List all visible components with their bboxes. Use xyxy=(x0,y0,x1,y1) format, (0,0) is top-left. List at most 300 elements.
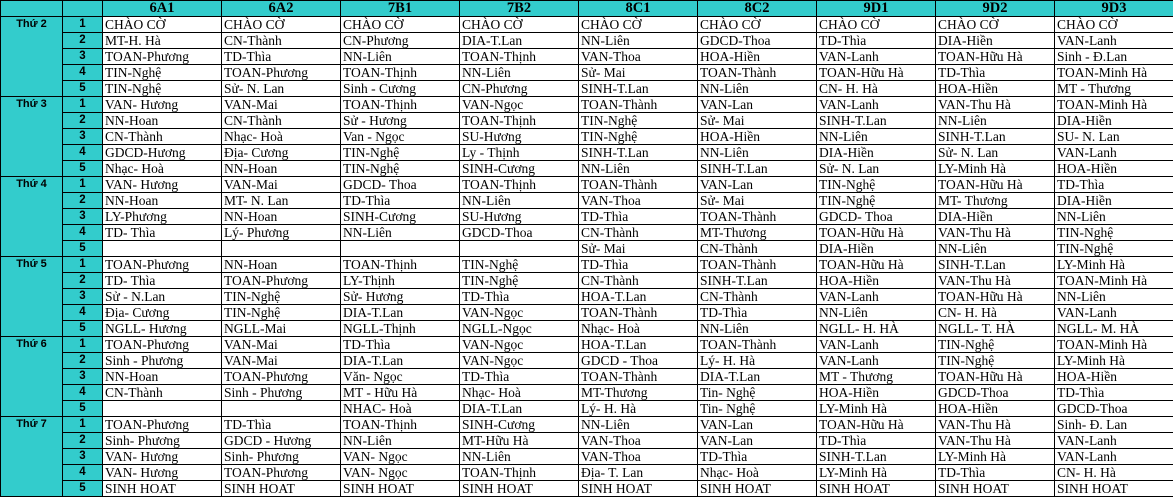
lesson-cell[interactable]: CHÀO CỜ xyxy=(579,17,698,33)
lesson-cell[interactable]: SINH-T.Lan xyxy=(579,145,698,161)
table-row xyxy=(1,369,1173,385)
lesson-cell[interactable]: SINH HOAT xyxy=(1055,481,1173,497)
class-header-7b2: 7B2 xyxy=(460,1,579,17)
lesson-cell[interactable]: Nhạc- Hoà xyxy=(698,465,817,481)
lesson-cell[interactable]: VAN-Ngọc xyxy=(460,305,579,321)
lesson-cell[interactable]: VAN-Lan xyxy=(698,97,817,113)
lesson-cell[interactable]: TOAN-Hữu Hà xyxy=(936,177,1055,193)
lesson-cell[interactable]: VAN-Ngọc xyxy=(460,97,579,113)
lesson-cell[interactable]: MT-Thương xyxy=(579,385,698,401)
lesson-cell[interactable]: VAN-Mai xyxy=(222,337,341,353)
lesson-cell[interactable]: Lý- H. Hà xyxy=(698,353,817,369)
lesson-cell[interactable]: VAN-Thoa xyxy=(579,49,698,65)
lesson-cell[interactable]: NN-Liên xyxy=(341,225,460,241)
lesson-cell[interactable]: SU-Hương xyxy=(460,209,579,225)
lesson-cell[interactable]: NN-Liên xyxy=(1055,209,1173,225)
lesson-cell[interactable]: SINH HOAT xyxy=(936,481,1055,497)
lesson-cell[interactable]: TD-Thìa xyxy=(222,417,341,433)
lesson-cell[interactable]: SINH HOAT xyxy=(103,481,222,497)
lesson-cell[interactable]: CN- H. Hà xyxy=(817,81,936,97)
lesson-cell[interactable]: CN-Phương xyxy=(460,81,579,97)
lesson-cell[interactable]: TOAN-Minh Hà xyxy=(1055,97,1173,113)
lesson-cell[interactable]: NN-Liên xyxy=(936,113,1055,129)
lesson-cell[interactable]: Nhạc- Hoà xyxy=(460,385,579,401)
header-row xyxy=(1,1,1173,17)
lesson-cell[interactable]: DIA-Hiền xyxy=(1055,113,1173,129)
lesson-cell[interactable]: VAN-Thoa xyxy=(579,193,698,209)
lesson-cell[interactable]: TIN-Nghệ xyxy=(103,65,222,81)
lesson-cell[interactable]: TD-Thìa xyxy=(222,49,341,65)
lesson-cell[interactable]: CN-Thành xyxy=(579,273,698,289)
lesson-cell[interactable]: TOAN-Phương xyxy=(103,49,222,65)
lesson-cell[interactable]: NN-Liên xyxy=(460,449,579,465)
lesson-cell[interactable]: NN-Hoan xyxy=(103,369,222,385)
lesson-cell[interactable] xyxy=(103,241,222,257)
lesson-cell[interactable]: DIA-Hiền xyxy=(817,145,936,161)
lesson-cell[interactable]: TOAN-Hữu Hà xyxy=(817,65,936,81)
lesson-cell[interactable]: CHÀO CỜ xyxy=(1055,17,1173,33)
period-number: 5 xyxy=(63,81,103,97)
lesson-cell[interactable]: NN-Liên xyxy=(698,145,817,161)
lesson-cell[interactable]: TOAN-Hữu Hà xyxy=(936,369,1055,385)
lesson-cell[interactable]: TD-Thìa xyxy=(817,33,936,49)
lesson-cell[interactable]: VAN-Lanh xyxy=(817,337,936,353)
lesson-cell[interactable]: TD-Thìa xyxy=(579,257,698,273)
lesson-cell[interactable]: VAN-Lanh xyxy=(817,289,936,305)
lesson-cell[interactable]: VAN-Lanh xyxy=(1055,433,1173,449)
lesson-cell[interactable]: VAN-Ngọc xyxy=(460,353,579,369)
lesson-cell[interactable]: Sử - Hương xyxy=(341,113,460,129)
lesson-cell[interactable]: SINH-T.Lan xyxy=(698,273,817,289)
lesson-cell[interactable]: Sinh - Phương xyxy=(222,385,341,401)
lesson-cell[interactable]: TD- Thìa xyxy=(103,225,222,241)
lesson-cell[interactable]: VAN-Lanh xyxy=(817,353,936,369)
lesson-cell[interactable]: Sinh- Phương xyxy=(222,449,341,465)
lesson-cell[interactable]: NN-Liên xyxy=(698,81,817,97)
lesson-cell[interactable]: LY-Phương xyxy=(103,209,222,225)
lesson-cell[interactable]: TIN-Nghệ xyxy=(341,161,460,177)
lesson-cell[interactable]: HOA-Hiền xyxy=(1055,161,1173,177)
lesson-cell[interactable]: Tin- Nghệ xyxy=(698,385,817,401)
lesson-cell[interactable]: TIN-Nghệ xyxy=(341,145,460,161)
lesson-cell[interactable]: NN-Liên xyxy=(579,161,698,177)
period-number: 3 xyxy=(63,369,103,385)
period-number: 3 xyxy=(63,129,103,145)
lesson-cell[interactable]: TOAN-Thịnh xyxy=(460,113,579,129)
lesson-cell[interactable]: HOA-Hiền xyxy=(817,385,936,401)
lesson-cell[interactable] xyxy=(341,241,460,257)
lesson-cell[interactable]: TOAN-Phương xyxy=(222,465,341,481)
lesson-cell[interactable]: Sử - N.Lan xyxy=(103,289,222,305)
lesson-cell[interactable]: MT - Thương xyxy=(817,369,936,385)
lesson-cell[interactable]: CN-Thành xyxy=(222,113,341,129)
lesson-cell[interactable]: DIA-T.Lan xyxy=(698,369,817,385)
lesson-cell[interactable]: GDCD-Hương xyxy=(103,145,222,161)
lesson-cell[interactable]: GDCD- Thoa xyxy=(341,177,460,193)
lesson-cell[interactable]: MT-H. Hà xyxy=(103,33,222,49)
lesson-cell[interactable]: TIN-Nghệ xyxy=(1055,225,1173,241)
lesson-cell[interactable]: SU-Hương xyxy=(460,129,579,145)
lesson-cell[interactable]: VAN-Mai xyxy=(222,97,341,113)
lesson-cell[interactable]: SINH-Cương xyxy=(341,209,460,225)
lesson-cell[interactable]: Nhạc- Hoà xyxy=(103,161,222,177)
lesson-cell[interactable]: TIN-Nghệ xyxy=(579,129,698,145)
lesson-cell[interactable]: GDCD - Hương xyxy=(222,433,341,449)
lesson-cell[interactable]: NGLL-Mai xyxy=(222,321,341,337)
lesson-cell[interactable]: TD-Thìa xyxy=(341,337,460,353)
lesson-cell[interactable]: LY-Thịnh xyxy=(341,273,460,289)
day-label: Thứ 4 xyxy=(1,177,63,193)
lesson-cell[interactable]: VAN-Lanh xyxy=(1055,145,1173,161)
lesson-cell[interactable]: NN-Liên xyxy=(1055,289,1173,305)
lesson-cell[interactable]: CHÀO CỜ xyxy=(341,17,460,33)
lesson-cell[interactable]: VAN-Thu Hà xyxy=(936,225,1055,241)
lesson-cell[interactable]: Ly - Thịnh xyxy=(460,145,579,161)
lesson-cell[interactable]: TIN-Nghệ xyxy=(460,273,579,289)
lesson-cell[interactable]: TOAN-Thịnh xyxy=(341,65,460,81)
lesson-cell[interactable]: TOAN-Thành xyxy=(698,209,817,225)
lesson-cell[interactable]: DIA-T.Lan xyxy=(460,33,579,49)
lesson-cell[interactable]: VAN- Hương xyxy=(103,177,222,193)
lesson-cell[interactable]: TOAN-Thịnh xyxy=(460,177,579,193)
lesson-cell[interactable]: TIN-Nghệ xyxy=(817,193,936,209)
lesson-cell[interactable]: DIA-Hiền xyxy=(1055,193,1173,209)
lesson-cell[interactable]: SINH-Cương xyxy=(460,417,579,433)
lesson-cell[interactable]: Địa- Cương xyxy=(222,145,341,161)
lesson-cell[interactable]: TOAN-Phương xyxy=(222,273,341,289)
lesson-cell[interactable]: NHAC- Hoà xyxy=(341,401,460,417)
lesson-cell[interactable]: TOAN-Hữu Hà xyxy=(936,289,1055,305)
lesson-cell[interactable]: Lý- Phương xyxy=(222,225,341,241)
lesson-cell[interactable]: Tin- Nghệ xyxy=(698,401,817,417)
lesson-cell[interactable]: GDCD-Thoa xyxy=(1055,401,1173,417)
period-number: 5 xyxy=(63,161,103,177)
lesson-cell[interactable]: TOAN-Thành xyxy=(579,177,698,193)
lesson-cell[interactable]: TIN-Nghệ xyxy=(579,113,698,129)
lesson-cell[interactable]: TD-Thìa xyxy=(341,193,460,209)
lesson-cell[interactable]: TOAN-Phương xyxy=(222,65,341,81)
lesson-cell[interactable]: VAN-Lan xyxy=(698,177,817,193)
lesson-cell[interactable]: NN-Hoan xyxy=(222,161,341,177)
table-row xyxy=(1,481,1173,497)
lesson-cell[interactable]: SINH HOAT xyxy=(341,481,460,497)
lesson-cell[interactable]: TIN-Nghệ xyxy=(936,337,1055,353)
lesson-cell[interactable]: CN- H. Hà xyxy=(936,305,1055,321)
lesson-cell[interactable]: TOAN-Thịnh xyxy=(341,97,460,113)
class-header-6a2: 6A2 xyxy=(222,1,341,17)
lesson-cell[interactable]: DIA-T.Lan xyxy=(341,353,460,369)
lesson-cell[interactable]: TD-Thìa xyxy=(817,433,936,449)
lesson-cell[interactable]: HOA-Hiền xyxy=(698,49,817,65)
lesson-cell[interactable]: TD-Thìa xyxy=(698,449,817,465)
lesson-cell[interactable]: TD-Thìa xyxy=(460,289,579,305)
lesson-cell[interactable]: HOA-T.Lan xyxy=(579,337,698,353)
lesson-cell[interactable]: Sử- N. Lan xyxy=(817,161,936,177)
lesson-cell[interactable]: TD-Thìa xyxy=(1055,385,1173,401)
lesson-cell[interactable]: TOAN-Hữu Hà xyxy=(817,225,936,241)
lesson-cell[interactable]: CN-Thành xyxy=(103,129,222,145)
lesson-cell[interactable]: MT- Thương xyxy=(936,193,1055,209)
lesson-cell[interactable]: CHÀO CỜ xyxy=(222,17,341,33)
lesson-cell[interactable]: TIN-Nghệ xyxy=(1055,241,1173,257)
lesson-cell[interactable]: GDCD-Thoa xyxy=(698,33,817,49)
lesson-cell[interactable] xyxy=(103,401,222,417)
lesson-cell[interactable]: Sinh - Phương xyxy=(103,353,222,369)
lesson-cell[interactable]: TIN-Nghệ xyxy=(460,257,579,273)
lesson-cell[interactable]: TOAN-Hữu Hà xyxy=(817,417,936,433)
lesson-cell[interactable]: GDCD-Thoa xyxy=(936,385,1055,401)
lesson-cell[interactable]: SINH-T.Lan xyxy=(698,161,817,177)
lesson-cell[interactable]: Sử- Mai xyxy=(579,241,698,257)
lesson-cell[interactable]: VAN-Lan xyxy=(698,417,817,433)
lesson-cell[interactable]: SINH-T.Lan xyxy=(817,449,936,465)
day-label-spacer xyxy=(1,193,63,209)
lesson-cell[interactable]: TIN-Nghệ xyxy=(817,177,936,193)
lesson-cell[interactable]: HOA-Hiền xyxy=(698,129,817,145)
lesson-cell[interactable]: NN-Liên xyxy=(817,129,936,145)
lesson-cell[interactable]: TOAN-Minh Hà xyxy=(1055,65,1173,81)
lesson-cell[interactable]: MT- N. Lan xyxy=(222,193,341,209)
class-header-8c1: 8C1 xyxy=(579,1,698,17)
period-number: 3 xyxy=(63,209,103,225)
lesson-cell[interactable]: Sử- Hương xyxy=(341,289,460,305)
lesson-cell[interactable]: SINH HOAT xyxy=(460,481,579,497)
lesson-cell[interactable]: MT - Thương xyxy=(1055,81,1173,97)
lesson-cell[interactable]: VAN-Ngọc xyxy=(460,337,579,353)
lesson-cell[interactable]: VAN-Lan xyxy=(698,433,817,449)
lesson-cell[interactable]: TD-Thìa xyxy=(1055,177,1173,193)
lesson-cell[interactable]: CHÀO CỜ xyxy=(936,17,1055,33)
lesson-cell[interactable]: CHÀO CỜ xyxy=(698,17,817,33)
period-number: 4 xyxy=(63,385,103,401)
day-label-spacer xyxy=(1,81,63,97)
lesson-cell[interactable]: GDCD-Thoa xyxy=(460,225,579,241)
lesson-cell[interactable]: TOAN-Phương xyxy=(103,417,222,433)
lesson-cell[interactable]: LY-Minh Hà xyxy=(936,161,1055,177)
lesson-cell[interactable]: VAN-Lanh xyxy=(817,49,936,65)
lesson-cell[interactable]: TOAN-Phương xyxy=(103,257,222,273)
lesson-cell[interactable]: DIA-Hiền xyxy=(936,33,1055,49)
lesson-cell[interactable]: SINH HOAT xyxy=(579,481,698,497)
timetable-header xyxy=(1,1,1173,17)
lesson-cell[interactable]: SINH-T.Lan xyxy=(579,81,698,97)
lesson-cell[interactable]: LY-Minh Hà xyxy=(1055,257,1173,273)
lesson-cell[interactable]: Sinh - Cương xyxy=(341,81,460,97)
lesson-cell[interactable]: TIN-Nghệ xyxy=(936,353,1055,369)
lesson-cell[interactable]: TOAN-Thịnh xyxy=(341,417,460,433)
lesson-cell[interactable]: Sử- Mai xyxy=(698,113,817,129)
lesson-cell[interactable]: NGLL- Hương xyxy=(103,321,222,337)
lesson-cell[interactable]: NGLL-Thịnh xyxy=(341,321,460,337)
lesson-cell[interactable]: TOAN-Thành xyxy=(698,337,817,353)
lesson-cell[interactable]: NN-Liên xyxy=(817,305,936,321)
lesson-cell[interactable]: Sử- N. Lan xyxy=(936,145,1055,161)
lesson-cell[interactable]: TOAN-Thành xyxy=(579,305,698,321)
lesson-cell[interactable]: HOA-Hiền xyxy=(817,273,936,289)
lesson-cell[interactable]: CHÀO CỜ xyxy=(103,17,222,33)
lesson-cell[interactable]: NN-Hoan xyxy=(103,113,222,129)
table-row xyxy=(1,97,1173,113)
lesson-cell[interactable]: Sử- Mai xyxy=(698,193,817,209)
period-number: 5 xyxy=(63,401,103,417)
lesson-cell[interactable]: SINH-Cương xyxy=(460,161,579,177)
lesson-cell[interactable]: Sử- Mai xyxy=(579,65,698,81)
lesson-cell[interactable]: LY-Minh Hà xyxy=(936,449,1055,465)
lesson-cell[interactable]: NN-Hoan xyxy=(222,209,341,225)
table-row xyxy=(1,257,1173,273)
period-number: 3 xyxy=(63,49,103,65)
lesson-cell[interactable]: NN-Liên xyxy=(341,49,460,65)
lesson-cell[interactable]: GDCD - Thoa xyxy=(579,353,698,369)
class-header-8c2: 8C2 xyxy=(698,1,817,17)
lesson-cell[interactable]: TOAN-Phương xyxy=(222,369,341,385)
period-number: 4 xyxy=(63,465,103,481)
lesson-cell[interactable]: Van - Ngọc xyxy=(341,129,460,145)
lesson-cell[interactable]: CN-Thành xyxy=(222,33,341,49)
lesson-cell[interactable]: VAN-Thu Hà xyxy=(936,273,1055,289)
lesson-cell[interactable]: SINH-T.Lan xyxy=(817,113,936,129)
lesson-cell[interactable]: CHÀO CỜ xyxy=(817,17,936,33)
lesson-cell[interactable]: Nhạc- Hoà xyxy=(222,129,341,145)
lesson-cell[interactable]: CN-Thành xyxy=(103,385,222,401)
lesson-cell[interactable]: Sử- N. Lan xyxy=(222,81,341,97)
lesson-cell[interactable]: NN-Liên xyxy=(341,433,460,449)
lesson-cell[interactable]: Sinh - Đ.Lan xyxy=(1055,49,1173,65)
lesson-cell[interactable]: VAN-Lanh xyxy=(817,97,936,113)
lesson-cell[interactable]: CN-Thành xyxy=(698,241,817,257)
lesson-cell[interactable]: Văn- Ngọc xyxy=(341,369,460,385)
lesson-cell[interactable]: DIA-T.Lan xyxy=(460,401,579,417)
lesson-cell[interactable]: CN-Phương xyxy=(341,33,460,49)
lesson-cell[interactable]: VAN-Thu Hà xyxy=(936,417,1055,433)
lesson-cell[interactable]: HOA-Hiền xyxy=(936,81,1055,97)
lesson-cell[interactable]: NN-Hoan xyxy=(222,257,341,273)
lesson-cell[interactable]: SINH HOAT xyxy=(817,481,936,497)
lesson-cell[interactable]: Địa- T. Lan xyxy=(579,465,698,481)
lesson-cell[interactable]: Sinh- Đ. Lan xyxy=(1055,417,1173,433)
lesson-cell[interactable]: VAN-Lanh xyxy=(1055,33,1173,49)
lesson-cell[interactable]: NN-Liên xyxy=(698,321,817,337)
lesson-cell[interactable]: TOAN-Thành xyxy=(698,65,817,81)
lesson-cell[interactable]: SINH HOAT xyxy=(698,481,817,497)
lesson-cell[interactable]: TOAN-Thành xyxy=(698,257,817,273)
lesson-cell[interactable]: TOAN-Thịnh xyxy=(460,465,579,481)
lesson-cell[interactable]: NGLL- T. HÀ xyxy=(936,321,1055,337)
day-label-spacer xyxy=(1,65,63,81)
lesson-cell[interactable]: TIN-Nghệ xyxy=(222,289,341,305)
lesson-cell[interactable]: LY-Minh Hà xyxy=(817,401,936,417)
lesson-cell[interactable]: VAN- Ngọc xyxy=(341,465,460,481)
lesson-cell[interactable]: TD-Thìa xyxy=(579,209,698,225)
table-row xyxy=(1,209,1173,225)
lesson-cell[interactable] xyxy=(460,241,579,257)
lesson-cell[interactable]: VAN-Mai xyxy=(222,353,341,369)
period-number: 2 xyxy=(63,193,103,209)
lesson-cell[interactable]: GDCD- Thoa xyxy=(817,209,936,225)
lesson-cell[interactable]: Nhạc- Hoà xyxy=(579,321,698,337)
lesson-cell[interactable]: TOAN-Thịnh xyxy=(341,257,460,273)
lesson-cell[interactable]: HOA-Hiền xyxy=(936,401,1055,417)
lesson-cell[interactable]: NGLL-Ngọc xyxy=(460,321,579,337)
lesson-cell[interactable]: TD-Thìa xyxy=(698,305,817,321)
lesson-cell[interactable]: TD-Thìa xyxy=(460,369,579,385)
lesson-cell[interactable]: MT-Thương xyxy=(698,225,817,241)
lesson-cell[interactable]: VAN- Hương xyxy=(103,449,222,465)
lesson-cell[interactable]: DIA-T.Lan xyxy=(341,305,460,321)
lesson-cell[interactable]: VAN-Lanh xyxy=(1055,305,1173,321)
lesson-cell[interactable]: NGLL- M. HÀ xyxy=(1055,321,1173,337)
lesson-cell[interactable]: DIA-Hiền xyxy=(817,241,936,257)
lesson-cell[interactable]: VAN- Ngọc xyxy=(341,449,460,465)
lesson-cell[interactable]: Sinh- Phương xyxy=(103,433,222,449)
lesson-cell[interactable]: NN-Liên xyxy=(579,417,698,433)
lesson-cell[interactable]: TOAN-Thành xyxy=(579,97,698,113)
lesson-cell[interactable]: NN-Liên xyxy=(579,33,698,49)
lesson-cell[interactable]: TD-Thìa xyxy=(936,65,1055,81)
lesson-cell[interactable]: VAN- Hương xyxy=(103,97,222,113)
lesson-cell[interactable]: HOA-T.Lan xyxy=(579,289,698,305)
lesson-cell[interactable]: Địa- Cương xyxy=(103,305,222,321)
lesson-cell[interactable]: CN-Thành xyxy=(698,289,817,305)
lesson-cell[interactable]: SINH-T.Lan xyxy=(936,257,1055,273)
lesson-cell[interactable]: Lý- H. Hà xyxy=(579,401,698,417)
lesson-cell[interactable]: TIN-Nghệ xyxy=(103,81,222,97)
lesson-cell[interactable]: VAN- Hương xyxy=(103,465,222,481)
lesson-cell[interactable]: TOAN-Phương xyxy=(103,337,222,353)
lesson-cell[interactable]: DIA-Hiền xyxy=(936,209,1055,225)
lesson-cell[interactable] xyxy=(222,401,341,417)
lesson-cell[interactable]: NN-Liên xyxy=(460,193,579,209)
lesson-cell[interactable]: LY-Minh Hà xyxy=(817,465,936,481)
class-header-9d1: 9D1 xyxy=(817,1,936,17)
lesson-cell[interactable]: MT-Hữu Hà xyxy=(460,433,579,449)
lesson-cell[interactable]: MT - Hữu Hà xyxy=(341,385,460,401)
lesson-cell[interactable]: TD- Thìa xyxy=(103,273,222,289)
lesson-cell[interactable]: TD-Thìa xyxy=(936,465,1055,481)
lesson-cell[interactable]: NGLL- H. HÀ xyxy=(817,321,936,337)
lesson-cell[interactable]: LY-Minh Hà xyxy=(1055,353,1173,369)
lesson-cell[interactable]: TOAN-Thịnh xyxy=(460,49,579,65)
lesson-cell[interactable]: CHÀO CỜ xyxy=(460,17,579,33)
lesson-cell[interactable]: TOAN-Thành xyxy=(579,369,698,385)
lesson-cell[interactable]: HOA-Hiền xyxy=(1055,369,1173,385)
day-label: Thứ 2 xyxy=(1,17,63,33)
lesson-cell[interactable]: TOAN-Minh Hà xyxy=(1055,273,1173,289)
lesson-cell[interactable]: VAN-Mai xyxy=(222,177,341,193)
lesson-cell[interactable] xyxy=(222,241,341,257)
lesson-cell[interactable]: TOAN-Hữu Hà xyxy=(936,49,1055,65)
lesson-cell[interactable]: SINH-T.Lan xyxy=(936,129,1055,145)
lesson-cell[interactable]: TOAN-Minh Hà xyxy=(1055,337,1173,353)
lesson-cell[interactable]: NN-Hoan xyxy=(103,193,222,209)
period-number: 3 xyxy=(63,289,103,305)
lesson-cell[interactable]: TOAN-Hữu Hà xyxy=(817,257,936,273)
lesson-cell[interactable]: CN- H. Hà xyxy=(1055,465,1173,481)
lesson-cell[interactable]: VAN-Thoa xyxy=(579,449,698,465)
lesson-cell[interactable]: SU- N. Lan xyxy=(1055,129,1173,145)
lesson-cell[interactable]: NN-Liên xyxy=(460,65,579,81)
lesson-cell[interactable]: NN-Liên xyxy=(936,241,1055,257)
table-row xyxy=(1,449,1173,465)
day-label-spacer xyxy=(1,449,63,465)
lesson-cell[interactable]: SINH HOAT xyxy=(222,481,341,497)
lesson-cell[interactable]: VAN-Thu Hà xyxy=(936,97,1055,113)
lesson-cell[interactable]: CN-Thành xyxy=(579,225,698,241)
lesson-cell[interactable]: VAN-Thoa xyxy=(579,433,698,449)
lesson-cell[interactable]: VAN-Thu Hà xyxy=(936,433,1055,449)
lesson-cell[interactable]: VAN-Lanh xyxy=(1055,449,1173,465)
lesson-cell[interactable]: TIN-Nghệ xyxy=(222,305,341,321)
